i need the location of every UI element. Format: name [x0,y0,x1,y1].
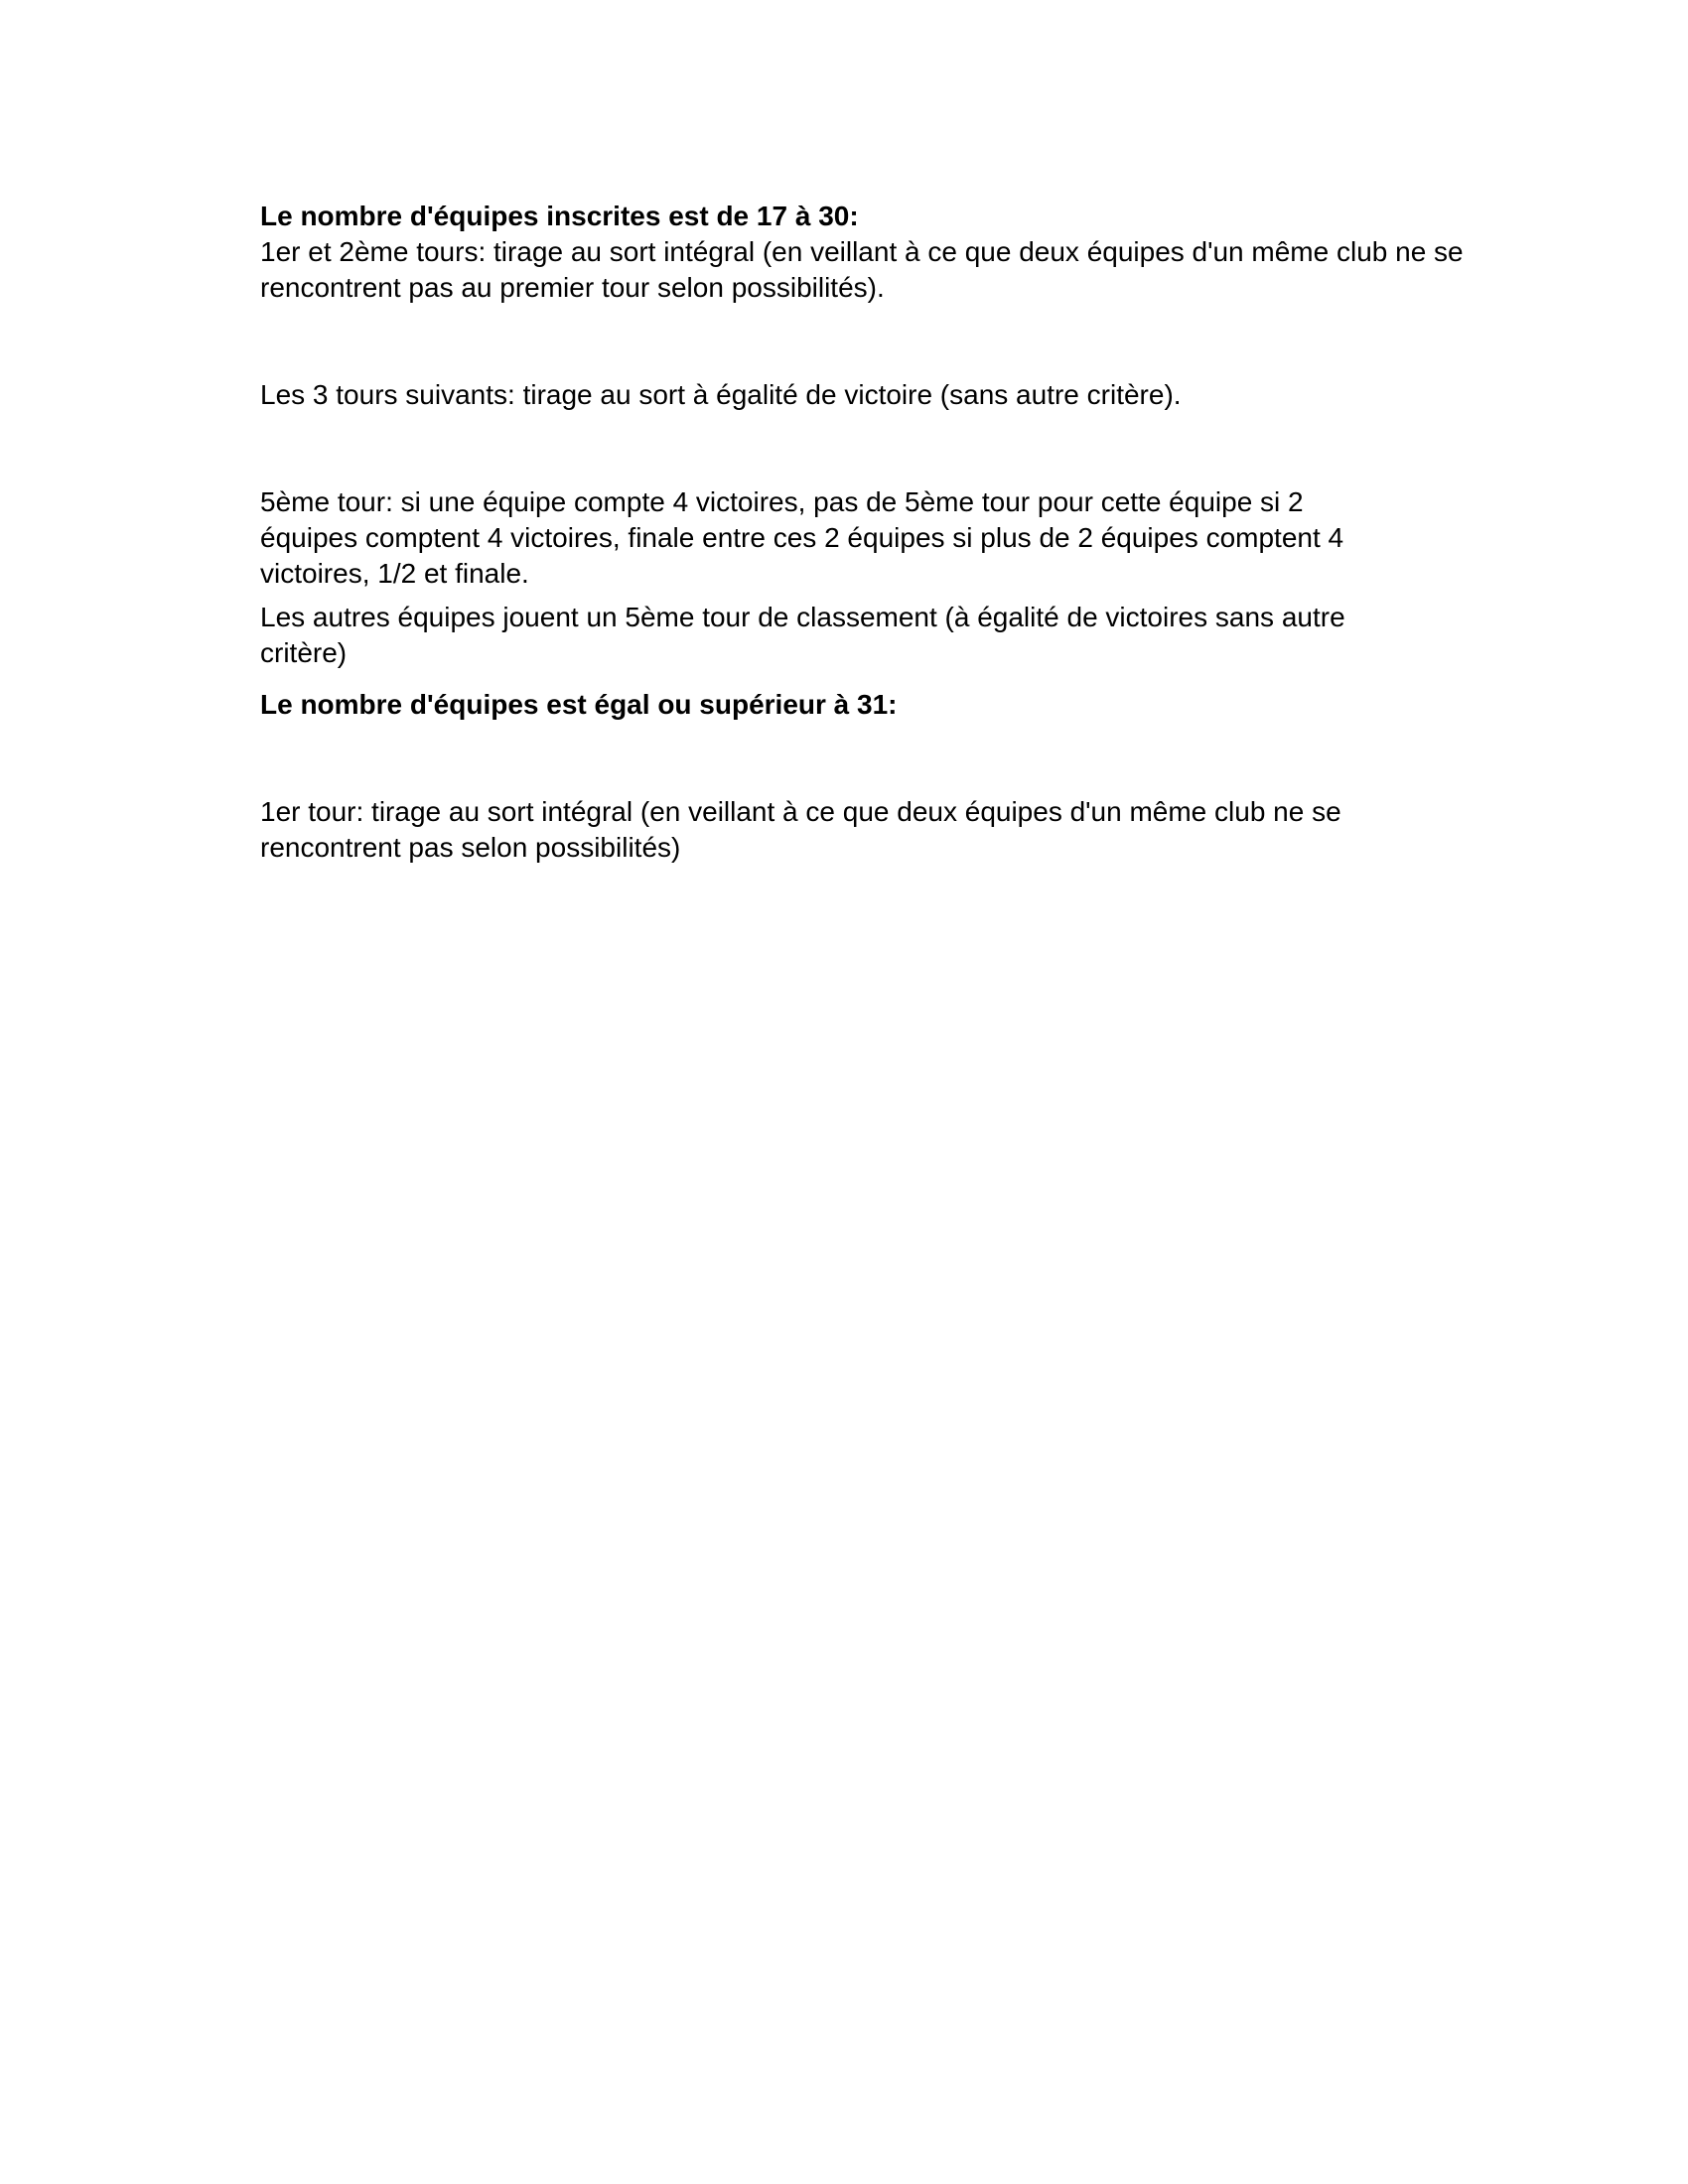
text-line: 1er et 2ème tours: tirage au sort intégral (en veillant à ce que deux équipes d'un même club ne se [260,236,1464,267]
text-line: rencontrent pas au premier tour selon possibilités). [260,272,885,303]
spacer [260,306,1541,377]
spacer [260,671,1541,687]
section1-paragraph-3 [260,484,1541,592]
spacer [260,592,1541,600]
text-line: critère) [260,637,348,668]
text-line: rencontrent pas selon possibilités) [260,832,681,863]
section1-paragraph-4 [260,600,1541,671]
section1-paragraph-1 [260,234,1541,306]
text-line: équipes comptent 4 victoires, finale entre ces 2 équipes si plus de 2 équipes comptent 4 [260,522,1344,553]
spacer [260,413,1541,484]
document-body [260,199,1541,866]
section1-paragraph-2: Les 3 tours suivants: tirage au sort à égalité de victoire (sans autre critère). [260,379,1182,410]
section1-heading: Le nombre d'équipes inscrites est de 17 à 30: [260,201,859,231]
spacer [260,723,1541,794]
section2-heading: Le nombre d'équipes est égal ou supérieur à 31: [260,689,898,720]
text-line: 5ème tour: si une équipe compte 4 victoires, pas de 5ème tour pour cette équipe si 2 [260,486,1304,517]
text-line: 1er tour: tirage au sort intégral (en veillant à ce que deux équipes d'un même club ne se [260,796,1341,827]
section2-paragraph-1 [260,794,1541,866]
text-line: Les autres équipes jouent un 5ème tour de classement (à égalité de victoires sans autre [260,602,1345,632]
text-line: victoires, 1/2 et finale. [260,558,529,589]
